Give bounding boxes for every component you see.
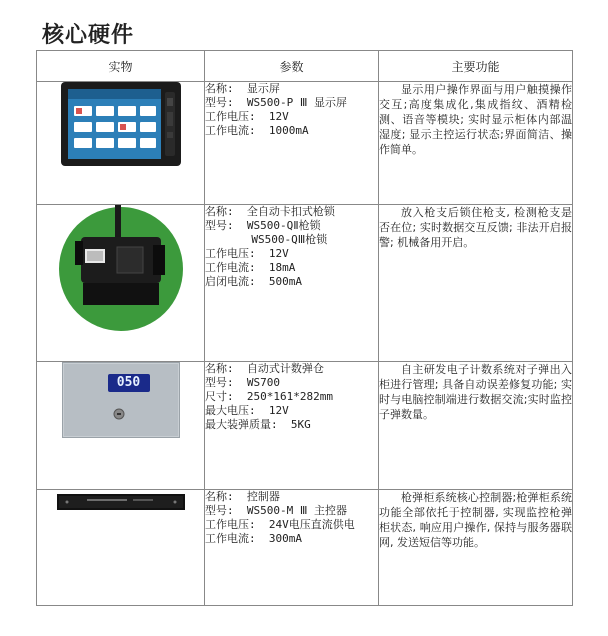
header-photo: 实物 <box>37 51 205 82</box>
photo-cell <box>37 362 205 490</box>
param-line: 尺寸: 250*161*282mm <box>205 390 333 403</box>
params-cell <box>205 362 379 490</box>
table-row <box>37 82 573 205</box>
hardware-table <box>36 50 573 606</box>
table-header-row <box>37 51 573 82</box>
function-cell <box>379 490 573 606</box>
function-text: 显示用户操作界面与用户触摸操作交互;高度集成化,集成指纹、酒精检测、语音等模块; 实时显示柜体内部温湿度; 显示主控运行状态;界面简洁、操作简单。 <box>379 83 572 156</box>
param-line: 工作电压: 24V电压直流供电 <box>205 518 355 531</box>
param-line: 名称: 控制器 <box>205 490 280 503</box>
param-line: 启闭电流: 500mA <box>205 275 302 288</box>
table-row <box>37 362 573 490</box>
param-line: 工作电压: 12V <box>205 247 289 260</box>
param-line: 型号: WS500-P Ⅲ 显示屏 <box>205 96 348 109</box>
function-text: 枪弹柜系统核心控制器;枪弹柜系统功能全部依托于控制器, 实现监控枪弹柜状态, 响应用户操作, 保持与服务器联网, 发送短信等功能。 <box>379 491 572 549</box>
photo-cell <box>37 490 205 606</box>
param-line: 最大电压: 12V <box>205 404 289 417</box>
header-params: 参数 <box>205 51 379 82</box>
param-line: 型号: WS700 <box>205 376 280 389</box>
params-cell <box>205 490 379 606</box>
photo-cell <box>37 205 205 362</box>
table-row <box>37 490 573 606</box>
param-line: 工作电压: 12V <box>205 110 289 123</box>
param-line: 工作电流: 18mA <box>205 261 296 274</box>
function-cell <box>379 82 573 205</box>
params-cell <box>205 82 379 205</box>
param-line: 名称: 全自动卡扣式枪锁 <box>205 205 335 218</box>
counter-display: 050 <box>116 375 141 390</box>
param-line: 型号: WS500-QⅡ枪锁 <box>205 219 321 232</box>
param-line: 名称: 自动式计数弹仓 <box>205 362 324 375</box>
gun-lock-image <box>57 205 185 333</box>
function-cell <box>379 205 573 362</box>
photo-cell <box>37 82 205 205</box>
controller-image <box>57 490 185 514</box>
display-screen-image <box>61 82 181 166</box>
function-cell <box>379 362 573 490</box>
param-line: 最大装弹质量: 5KG <box>205 418 311 431</box>
function-text: 自主研发电子计数系统对子弹出入柜进行管理; 具备自动误差修复功能; 实时与电脑控制端进行数据交流;实时监控子弹数量。 <box>379 363 572 421</box>
page-title: 核心硬件 <box>42 23 135 48</box>
table-row <box>37 205 573 362</box>
param-line: 工作电流: 1000mA <box>205 124 309 137</box>
param-line: 型号: WS500-M Ⅲ 主控器 <box>205 504 348 517</box>
function-text: 放入枪支后锁住枪支, 检测枪支是否在位; 实时数据交互反馈; 非法开启报警; 机械备用开启。 <box>379 206 572 249</box>
params-cell <box>205 205 379 362</box>
param-line: 工作电流: 300mA <box>205 532 302 545</box>
ammo-box-image <box>62 362 180 438</box>
param-line: WS500-QⅢ枪锁 <box>205 233 328 246</box>
param-line: 名称: 显示屏 <box>205 82 280 95</box>
header-function: 主要功能 <box>379 51 573 82</box>
